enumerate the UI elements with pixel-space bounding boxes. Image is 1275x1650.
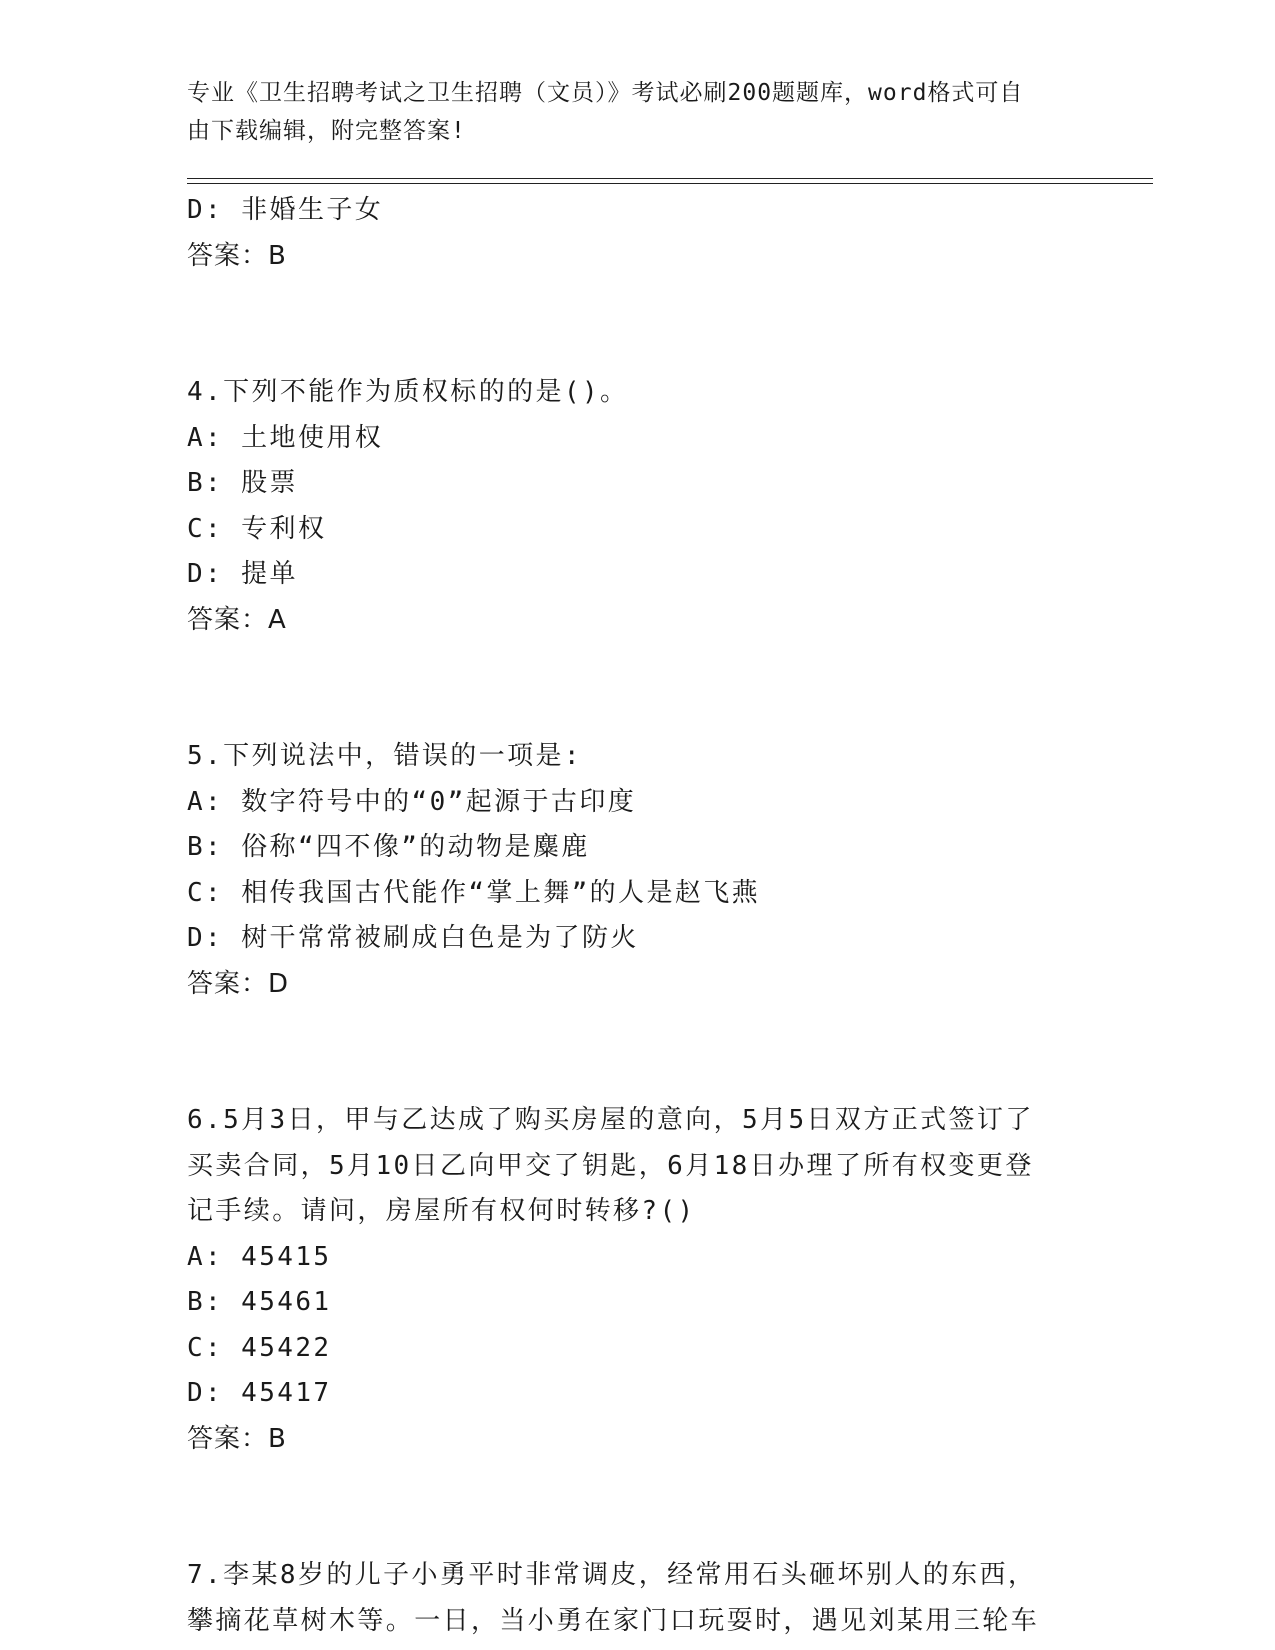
option-d: D: 提单 [187, 559, 298, 589]
question-stem-line-1: 6.5月3日，甲与乙达成了购买房屋的意向，5月5日双方正式签订了 [187, 1105, 1034, 1135]
option-d: D: 45417 [187, 1378, 332, 1408]
option-c: C: 专利权 [187, 513, 327, 544]
question-content [187, 188, 1087, 1644]
header-line-1: 专业《卫生招聘考试之卫生招聘（文员）》考试必刷200题题库，word格式可自 [187, 80, 1024, 106]
option-c: C: 相传我国古代能作“掌上舞”的人是赵飞燕 [187, 877, 761, 908]
question-stem-line-2: 攀摘花草树木等。一日，当小勇在家门口玩耍时，遇见刘某用三轮车 [187, 1605, 1040, 1636]
option-c: C: 45422 [187, 1332, 332, 1363]
question-5 [187, 734, 1087, 1007]
question-spacer [187, 1007, 1087, 1098]
option-d: D: 非婚生子女 [187, 195, 384, 225]
option-a: A: 土地使用权 [187, 422, 384, 453]
option-a: A: 45415 [187, 1241, 332, 1272]
option-b: B: 45461 [187, 1287, 332, 1317]
question-spacer [187, 1462, 1087, 1553]
question-stem: 4.下列不能作为质权标的的是()。 [187, 377, 629, 407]
answer-label: 答案：B [187, 1423, 287, 1454]
question-stem: 5.下列说法中，错误的一项是: [187, 741, 582, 771]
question-4 [187, 370, 1087, 643]
option-d: D: 树干常常被刷成白色是为了防火 [187, 923, 639, 953]
header-line-2: 由下载编辑，附完整答案! [187, 118, 466, 144]
question-6 [187, 1098, 1087, 1462]
answer-label: 答案：D [187, 968, 290, 999]
question-spacer [187, 279, 1087, 370]
answer-label: 答案：A [187, 604, 287, 635]
question-3-tail [187, 188, 1087, 279]
option-b: B: 俗称“四不像”的动物是麋鹿 [187, 832, 590, 862]
question-stem-line-3: 记手续。请问，房屋所有权何时转移?() [187, 1196, 696, 1226]
document-header [187, 74, 1067, 150]
question-spacer [187, 643, 1087, 734]
option-a: A: 数字符号中的“0”起源于古印度 [187, 786, 637, 817]
question-7 [187, 1553, 1087, 1644]
option-b: B: 股票 [187, 468, 298, 498]
answer-label: 答案：B [187, 240, 287, 271]
question-stem-line-2: 买卖合同，5月10日乙向甲交了钥匙，6月18日办理了所有权变更登 [187, 1150, 1034, 1181]
header-divider [187, 178, 1153, 184]
question-stem-line-1: 7.李某8岁的儿子小勇平时非常调皮，经常用石头砸坏别人的东西， [187, 1560, 1037, 1590]
document-page [187, 0, 1157, 1650]
